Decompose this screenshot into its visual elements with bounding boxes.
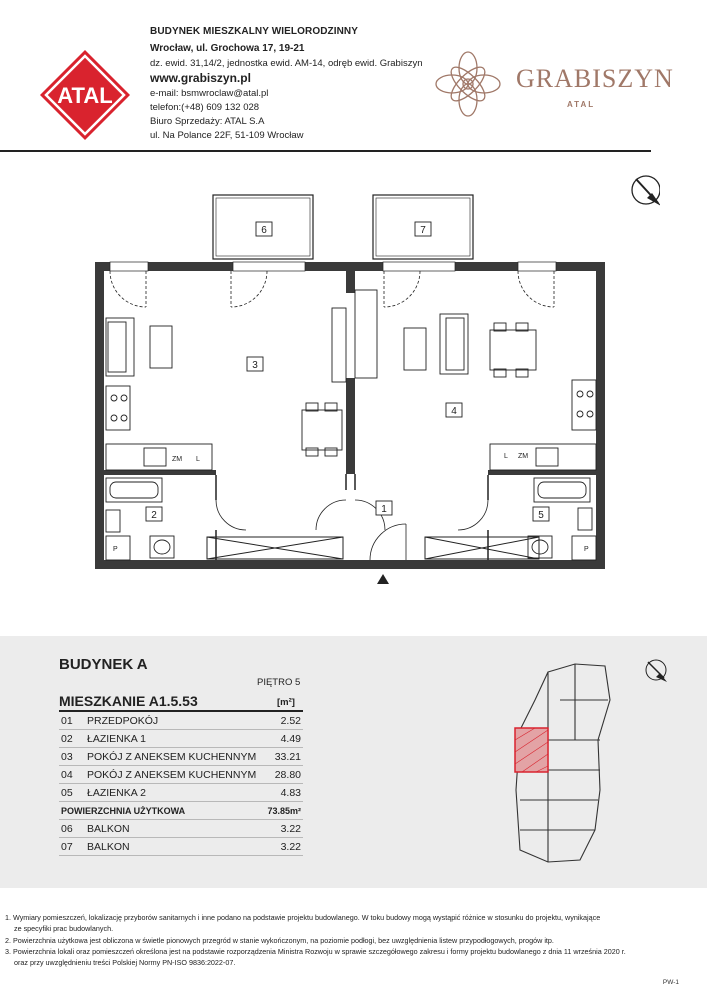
room-row: 03 POKÓJ Z ANEKSEM KUCHENNYM 33.21 <box>59 748 303 766</box>
entrance-arrow-icon <box>377 574 389 584</box>
building-title: BUDYNEK A <box>59 656 148 673</box>
header-office-address: ul. Na Polance 22F, 51-109 Wrocław <box>150 130 304 141</box>
room-number-6: 6 <box>261 225 267 236</box>
header-phone: telefon:(+48) 609 132 028 <box>150 102 260 113</box>
footnote-1: 1. Wymiary pomieszczeń, lokalizację przyborów sanitarnych i inne podano na podstawie projektu budowlanego. W toku budowy mogą wystąpić różnice w stosunku do projektu, wynikające <box>5 913 601 922</box>
atal-logo-text: ATAL <box>57 83 113 108</box>
room-number-7: 7 <box>420 225 426 236</box>
room-row: 04 POKÓJ Z ANEKSEM KUCHENNYM 28.80 <box>59 766 303 784</box>
room-number-5: 5 <box>538 510 544 521</box>
footnote-1-continued: ze specyfiki prac budowlanych. <box>14 924 114 934</box>
compass-icon <box>632 176 660 206</box>
grabiszyn-logo-name: GRABISZYN <box>516 64 674 93</box>
footnote-3: 3. Powierzchnia lokali oraz pomieszczeń określona jest na podstawie rozporządzenia Ministra Rozwoju w sprawie szczegółowego zakresu i formy projektu budowlanego z dnia 11 września 2020 r. <box>5 946 626 956</box>
header-address: Wrocław, ul. Grochowa 17, 19-21 <box>150 43 305 54</box>
fixture-label-zm-left: ZM <box>172 456 183 463</box>
header-office: Biuro Sprzedaży: ATAL S.A <box>150 116 265 127</box>
page-code: PW-1 <box>662 979 679 986</box>
header-email[interactable]: e-mail: bsmwroclaw@atal.pl <box>150 88 269 99</box>
balcony-row: 06 BALKON 3.22 <box>59 820 303 838</box>
fixture-label-zm-right: ZM <box>518 453 529 460</box>
footnote-3-continued: oraz przy uwzględnieniu treści Polskiej Normy PN-ISO 9836:2022-07. <box>14 958 236 968</box>
room-number-4: 4 <box>451 406 457 417</box>
floor-plan <box>60 170 660 600</box>
building-key-plan <box>495 654 675 876</box>
footnote-2: 2. Powierzchnia użytkowa jest obliczona w świetle pionowych przegród w stanie wykończonym, na poziomie podłogi, bez uwzględnienia listew przypodłogowych, progów itp. <box>5 935 554 945</box>
fixture-label-l-left: L <box>196 456 200 463</box>
room-number-2: 2 <box>151 510 157 521</box>
room-row: 05 ŁAZIENKA 2 4.83 <box>59 784 303 802</box>
area-unit: [m²] <box>277 697 295 708</box>
header-divider <box>0 150 651 152</box>
header-parcel: dz. ewid. 31,14/2, jednostka ewid. AM-14, odręb ewid. Grabiszyn <box>150 58 423 69</box>
header-title: BUDYNEK MIESZKALNY WIELORODZINNY <box>150 26 359 37</box>
fixture-label-p-right: P <box>584 546 589 553</box>
balcony-row: 07 BALKON 3.22 <box>59 838 303 856</box>
footnotes <box>5 912 695 968</box>
room-number-3: 3 <box>252 360 258 371</box>
compass-icon <box>646 660 667 682</box>
total-area-row: POWIERZCHNIA UŻYTKOWA 73.85m² <box>59 802 303 820</box>
apartment-title: MIESZKANIE A1.5.53 <box>59 693 198 709</box>
room-number-1: 1 <box>381 504 387 515</box>
header-website-link[interactable]: www.grabiszyn.pl <box>150 71 251 85</box>
grabiszyn-logo-sub: ATAL <box>567 100 596 109</box>
grabiszyn-flower-logo <box>432 48 504 120</box>
fixture-label-l-right: L <box>504 453 508 460</box>
atal-logo <box>38 48 132 142</box>
fixture-label-p-left: P <box>113 546 118 553</box>
floor-label: PIĘTRO 5 <box>257 677 301 688</box>
room-row: 02 ŁAZIENKA 1 4.49 <box>59 730 303 748</box>
room-row: 01 PRZEDPOKÓJ 2.52 <box>59 712 303 730</box>
